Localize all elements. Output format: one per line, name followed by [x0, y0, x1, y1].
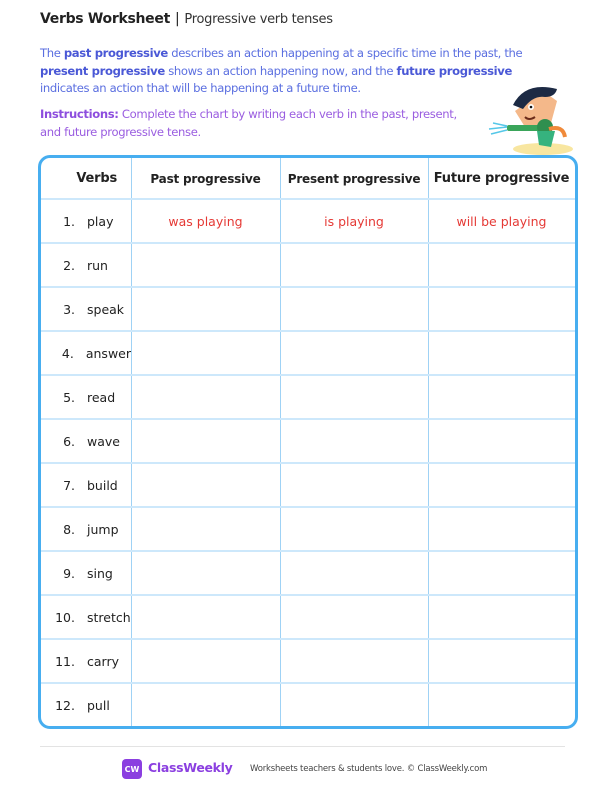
header-separator: |	[174, 11, 180, 27]
verb-cell	[41, 375, 131, 419]
verb-cell	[41, 683, 131, 727]
table-row	[41, 199, 575, 243]
row-number: 8.	[63, 521, 75, 537]
past-progressive-answer[interactable]	[131, 507, 280, 551]
present-progressive-answer[interactable]	[280, 639, 428, 683]
verb-cell	[41, 287, 131, 331]
past-progressive-answer[interactable]	[131, 287, 280, 331]
past-progressive-answer[interactable]	[131, 331, 280, 375]
present-progressive-answer[interactable]	[280, 595, 428, 639]
past-progressive-answer[interactable]	[131, 639, 280, 683]
future-progressive-answer[interactable]	[428, 639, 575, 683]
future-progressive-answer[interactable]	[428, 419, 575, 463]
future-progressive-answer[interactable]	[428, 331, 575, 375]
instructions	[40, 106, 460, 141]
past-progressive-answer[interactable]	[131, 243, 280, 287]
past-progressive-answer[interactable]	[131, 683, 280, 727]
table-row	[41, 683, 575, 727]
table-row	[41, 507, 575, 551]
verb: speak	[87, 301, 125, 317]
future-progressive-answer[interactable]	[428, 287, 575, 331]
table-row	[41, 551, 575, 595]
past-progressive-answer[interactable]	[131, 419, 280, 463]
verb: jump	[87, 521, 119, 537]
verb: wave	[87, 433, 120, 449]
row-number: 5.	[63, 389, 75, 405]
footer-tagline: Worksheets teachers & students love. © ClassWeekly.com	[250, 764, 488, 774]
present-progressive-answer[interactable]	[280, 419, 428, 463]
future-progressive-answer[interactable]	[428, 463, 575, 507]
verb-cell	[41, 639, 131, 683]
present-progressive-answer[interactable]	[280, 287, 428, 331]
row-number: 2.	[63, 257, 75, 273]
term-past-progressive: past progressive	[63, 46, 168, 60]
table-row	[41, 287, 575, 331]
future-progressive-answer[interactable]	[428, 507, 575, 551]
future-progressive-answer[interactable]	[428, 551, 575, 595]
present-progressive-answer[interactable]	[280, 331, 428, 375]
worksheet-title: Verbs Worksheet	[40, 11, 170, 27]
row-number: 3.	[63, 301, 75, 317]
present-progressive-answer[interactable]	[280, 243, 428, 287]
row-number: 11.	[55, 653, 75, 669]
verb: carry	[87, 653, 119, 669]
verb-cell	[41, 507, 131, 551]
row-number: 10.	[55, 609, 75, 625]
verb-cell	[41, 243, 131, 287]
intro-text: The	[40, 46, 64, 60]
past-progressive-answer[interactable]	[131, 595, 280, 639]
instructions-text: Complete the chart by writing each verb in the past, present, and future progressive tense.	[40, 107, 457, 139]
header-verbs: Verbs	[76, 171, 117, 186]
verb: run	[87, 257, 108, 273]
row-number: 1.	[63, 213, 75, 229]
table-row	[41, 639, 575, 683]
header-past-progressive: Past progressive	[150, 171, 261, 186]
past-progressive-answer[interactable]: was playing	[168, 213, 243, 229]
verb-cell	[41, 419, 131, 463]
brand-name: ClassWeekly	[148, 760, 233, 775]
intro-text: indicates an action that will be happening at a future time.	[40, 81, 361, 95]
row-number: 7.	[63, 477, 75, 493]
table-row	[41, 463, 575, 507]
verb: read	[87, 389, 116, 405]
verb: pull	[87, 697, 110, 713]
future-progressive-answer[interactable]	[428, 243, 575, 287]
verb: play	[87, 213, 114, 229]
present-progressive-answer[interactable]	[280, 551, 428, 595]
row-number: 9.	[63, 565, 75, 581]
table-row	[41, 375, 575, 419]
instructions-label: Instructions:	[40, 107, 119, 121]
verb: stretch	[87, 609, 131, 625]
boy-water-gun-illustration	[485, 83, 580, 158]
header-present-progressive: Present progressive	[287, 171, 421, 186]
verb: answer	[85, 345, 131, 361]
classweekly-logo-icon: CW	[122, 759, 142, 779]
table-row	[41, 243, 575, 287]
future-progressive-answer[interactable]	[428, 375, 575, 419]
term-present-progressive: present progressive	[40, 63, 165, 78]
present-progressive-answer[interactable]	[280, 683, 428, 727]
verb-cell	[41, 199, 131, 243]
verb-cell	[41, 551, 131, 595]
present-progressive-answer[interactable]	[280, 463, 428, 507]
worksheet-header	[40, 11, 333, 27]
intro-text: describes an action happening at a specific time in the past, the	[167, 46, 523, 60]
worksheet-subtitle: Progressive verb tenses	[184, 12, 333, 27]
table-row	[41, 595, 575, 639]
future-progressive-answer[interactable]	[428, 683, 575, 727]
future-progressive-answer[interactable]: will be playing	[456, 213, 547, 229]
table-row	[41, 331, 575, 375]
verb: sing	[87, 565, 113, 581]
verb-cell	[41, 595, 131, 639]
past-progressive-answer[interactable]	[131, 375, 280, 419]
row-number: 4.	[61, 345, 74, 361]
present-progressive-answer[interactable]: is playing	[324, 213, 384, 229]
future-progressive-answer[interactable]	[428, 595, 575, 639]
table-header-row	[41, 158, 575, 199]
row-number: 12.	[55, 697, 75, 713]
verb-cell	[41, 463, 131, 507]
verb-cell	[41, 331, 131, 375]
row-number: 6.	[63, 433, 75, 449]
header-future-progressive: Future progressive	[433, 171, 570, 186]
present-progressive-answer[interactable]	[280, 507, 428, 551]
intro-text: shows an action happening now, and the	[164, 63, 397, 78]
footer-divider	[40, 746, 565, 747]
present-progressive-answer[interactable]	[280, 375, 428, 419]
past-progressive-answer[interactable]	[131, 463, 280, 507]
table-row	[41, 419, 575, 463]
intro-paragraph	[40, 45, 550, 98]
term-future-progressive: future progressive	[396, 63, 513, 78]
verb-tense-chart	[38, 155, 578, 729]
past-progressive-answer[interactable]	[131, 551, 280, 595]
verb: build	[87, 477, 118, 493]
